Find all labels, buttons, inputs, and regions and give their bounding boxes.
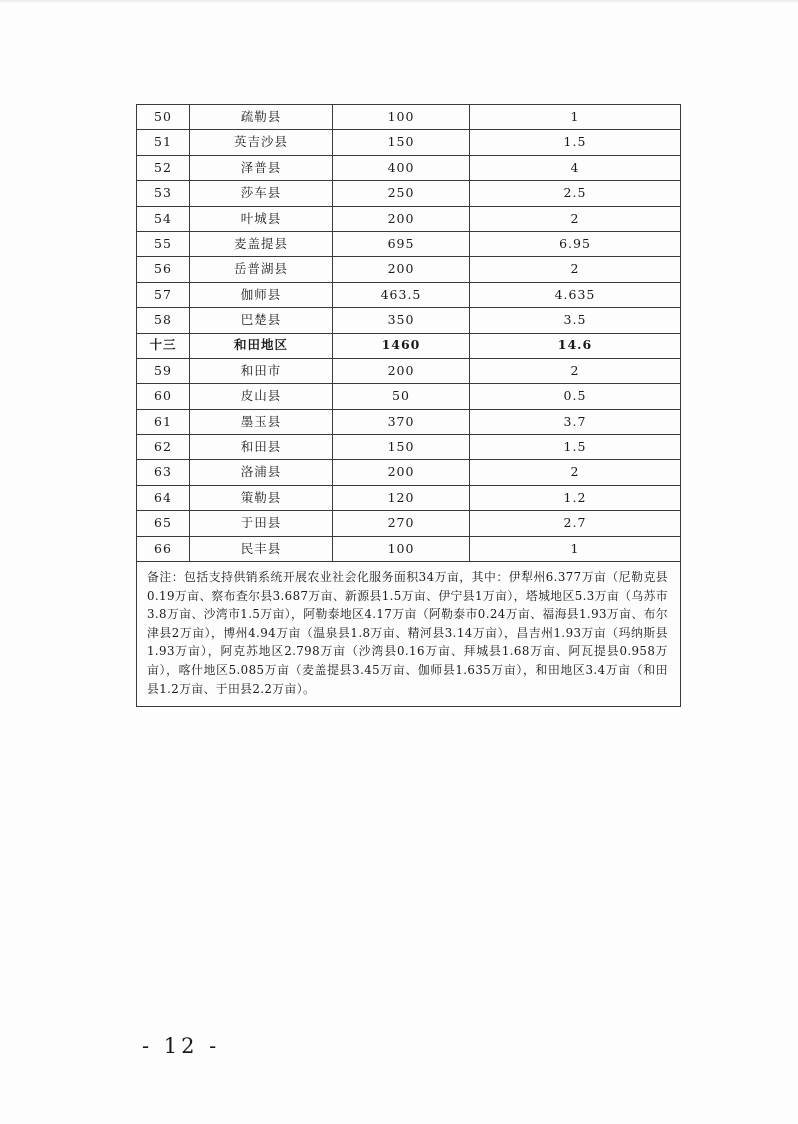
row-number-cell: 66 — [137, 536, 190, 561]
amount-cell: 2 — [470, 358, 681, 383]
row-number-cell: 63 — [137, 460, 190, 485]
table-row — [137, 358, 681, 383]
note-text: 备注：包括支持供销系统开展农业社会化服务面积34万亩，其中：伊犁州6.377万亩（尼勒克县0.19万亩、察布查尔县3.687万亩、新源县1.5万亩、伊宁县1万亩），塔城地区5.3万亩（乌苏市3.8万亩、沙湾市1.5万亩），阿勒泰地区4.17万亩（阿勒泰市0.24万亩、福海县1.93万亩、布尔津县2万亩），博州4.94万亩（温泉县1.8万亩、精河县3.14万亩），昌吉州1.93万亩（玛纳斯县1.93万亩），阿克苏地区2.798万亩（沙湾县0.16万亩、拜城县1.68万亩、阿瓦提县0.958万亩），喀什地区5.085万亩（麦盖提县3.45万亩、伽师县1.635万亩），和田地区3.4万亩（和田县1.2万亩、于田县2.2万亩）。 — [137, 562, 681, 707]
area-cell: 50 — [333, 384, 470, 409]
area-cell: 100 — [333, 536, 470, 561]
amount-cell: 6.95 — [470, 231, 681, 256]
table-row — [137, 409, 681, 434]
row-number-cell: 十三 — [137, 333, 190, 358]
row-number-cell: 54 — [137, 206, 190, 231]
amount-cell: 1 — [470, 105, 681, 130]
region-name-cell: 疏勒县 — [190, 105, 333, 130]
row-number-cell: 56 — [137, 257, 190, 282]
amount-cell: 14.6 — [470, 333, 681, 358]
region-name-cell: 岳普湖县 — [190, 257, 333, 282]
area-cell: 270 — [333, 511, 470, 536]
row-number-cell: 58 — [137, 308, 190, 333]
amount-cell: 1.5 — [470, 435, 681, 460]
table-row — [137, 105, 681, 130]
table-row — [137, 536, 681, 561]
table-row — [137, 384, 681, 409]
row-number-cell: 65 — [137, 511, 190, 536]
area-cell: 400 — [333, 155, 470, 180]
region-name-cell: 民丰县 — [190, 536, 333, 561]
amount-cell: 2.7 — [470, 511, 681, 536]
area-cell: 370 — [333, 409, 470, 434]
amount-cell: 2 — [470, 257, 681, 282]
region-name-cell: 莎车县 — [190, 181, 333, 206]
table-row — [137, 485, 681, 510]
scan-edge — [0, 0, 798, 3]
amount-cell: 4 — [470, 155, 681, 180]
table-row — [137, 511, 681, 536]
area-cell: 200 — [333, 460, 470, 485]
region-name-cell: 叶城县 — [190, 206, 333, 231]
table-body — [137, 105, 681, 707]
amount-cell: 1 — [470, 536, 681, 561]
table-row — [137, 206, 681, 231]
area-cell: 100 — [333, 105, 470, 130]
note-row — [137, 562, 681, 707]
amount-cell: 3.7 — [470, 409, 681, 434]
area-cell: 150 — [333, 130, 470, 155]
area-cell: 200 — [333, 257, 470, 282]
area-cell: 1460 — [333, 333, 470, 358]
area-cell: 200 — [333, 206, 470, 231]
region-name-cell: 策勒县 — [190, 485, 333, 510]
table-row — [137, 333, 681, 358]
row-number-cell: 53 — [137, 181, 190, 206]
region-name-cell: 巴楚县 — [190, 308, 333, 333]
amount-cell: 1.5 — [470, 130, 681, 155]
table-row — [137, 181, 681, 206]
region-name-cell: 伽师县 — [190, 282, 333, 307]
region-name-cell: 皮山县 — [190, 384, 333, 409]
table-row — [137, 231, 681, 256]
row-number-cell: 60 — [137, 384, 190, 409]
region-name-cell: 墨玉县 — [190, 409, 333, 434]
page-number: - 12 - — [142, 1034, 221, 1058]
region-name-cell: 英吉沙县 — [190, 130, 333, 155]
region-name-cell: 和田地区 — [190, 333, 333, 358]
table-row — [137, 130, 681, 155]
area-cell: 150 — [333, 435, 470, 460]
row-number-cell: 64 — [137, 485, 190, 510]
area-cell: 200 — [333, 358, 470, 383]
allocation-table — [136, 104, 681, 707]
region-name-cell: 泽普县 — [190, 155, 333, 180]
row-number-cell: 51 — [137, 130, 190, 155]
table-row — [137, 308, 681, 333]
row-number-cell: 55 — [137, 231, 190, 256]
table-row — [137, 155, 681, 180]
region-name-cell: 和田县 — [190, 435, 333, 460]
row-number-cell: 57 — [137, 282, 190, 307]
amount-cell: 0.5 — [470, 384, 681, 409]
table-row — [137, 460, 681, 485]
amount-cell: 1.2 — [470, 485, 681, 510]
region-name-cell: 于田县 — [190, 511, 333, 536]
row-number-cell: 62 — [137, 435, 190, 460]
amount-cell: 2.5 — [470, 181, 681, 206]
amount-cell: 4.635 — [470, 282, 681, 307]
row-number-cell: 50 — [137, 105, 190, 130]
row-number-cell: 59 — [137, 358, 190, 383]
area-cell: 695 — [333, 231, 470, 256]
area-cell: 250 — [333, 181, 470, 206]
table-row — [137, 282, 681, 307]
area-cell: 350 — [333, 308, 470, 333]
amount-cell: 2 — [470, 206, 681, 231]
area-cell: 463.5 — [333, 282, 470, 307]
row-number-cell: 52 — [137, 155, 190, 180]
region-name-cell: 麦盖提县 — [190, 231, 333, 256]
amount-cell: 3.5 — [470, 308, 681, 333]
amount-cell: 2 — [470, 460, 681, 485]
region-name-cell: 洛浦县 — [190, 460, 333, 485]
table-row — [137, 435, 681, 460]
row-number-cell: 61 — [137, 409, 190, 434]
table-row — [137, 257, 681, 282]
area-cell: 120 — [333, 485, 470, 510]
region-name-cell: 和田市 — [190, 358, 333, 383]
